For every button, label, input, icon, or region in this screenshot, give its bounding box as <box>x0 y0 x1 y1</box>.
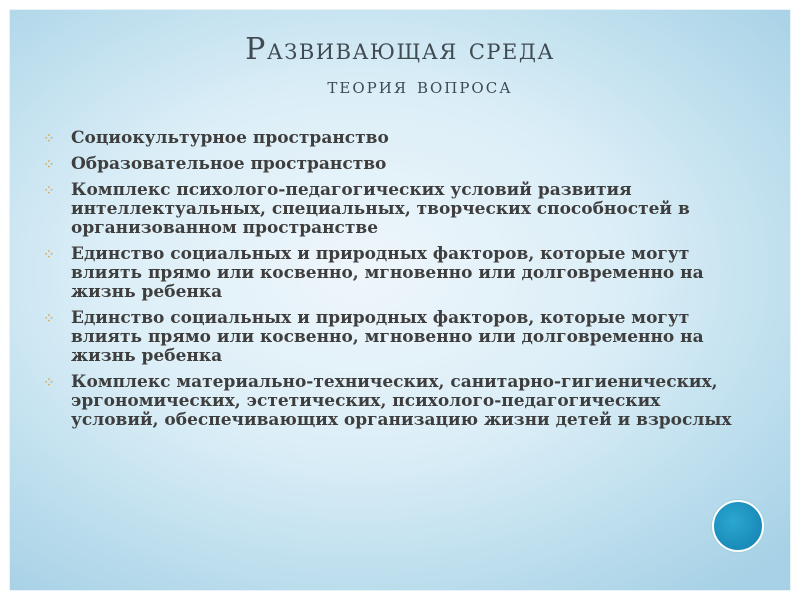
list-item-text: Социокультурное пространство <box>71 128 389 148</box>
slide <box>10 10 790 590</box>
bullet-icon: ⁘ <box>43 375 55 391</box>
slide-subtitle: теория вопроса <box>327 74 513 99</box>
decorative-circle-icon <box>712 500 764 552</box>
bullet-icon: ⁘ <box>43 157 55 173</box>
slide-title: Развивающая среда <box>245 32 555 67</box>
list-item <box>43 155 743 174</box>
list-item-text: Единство социальных и природных факторов, которые могут влиять прямо или косвенно, мгновенно или долговременно на жизнь ребенка <box>71 308 704 366</box>
list-item <box>43 373 743 430</box>
list-item-text: Единство социальных и природных факторов, которые могут влиять прямо или косвенно, мгновенно или долговременно на жизнь ребенка <box>71 244 704 302</box>
bullet-icon: ⁘ <box>43 311 55 327</box>
list-item <box>43 181 743 238</box>
list-item-text: Комплекс психолого-педагогических условий развития интеллектуальных, специальных, творческих способностей в организованном пространстве <box>71 180 690 238</box>
bullet-icon: ⁘ <box>43 247 55 263</box>
list-item-text: Образовательное пространство <box>71 154 387 174</box>
bullet-icon: ⁘ <box>43 183 55 199</box>
list-item <box>43 245 743 302</box>
list-item <box>43 309 743 366</box>
bullet-list <box>43 129 743 437</box>
bullet-icon: ⁘ <box>43 131 55 147</box>
list-item-text: Комплекс материально-технических, санитарно-гигиенических, эргономических, эстетических, психолого-педагогических условий, обеспечивающих организацию жизни детей и взрослых <box>71 372 732 430</box>
list-item <box>43 129 743 148</box>
